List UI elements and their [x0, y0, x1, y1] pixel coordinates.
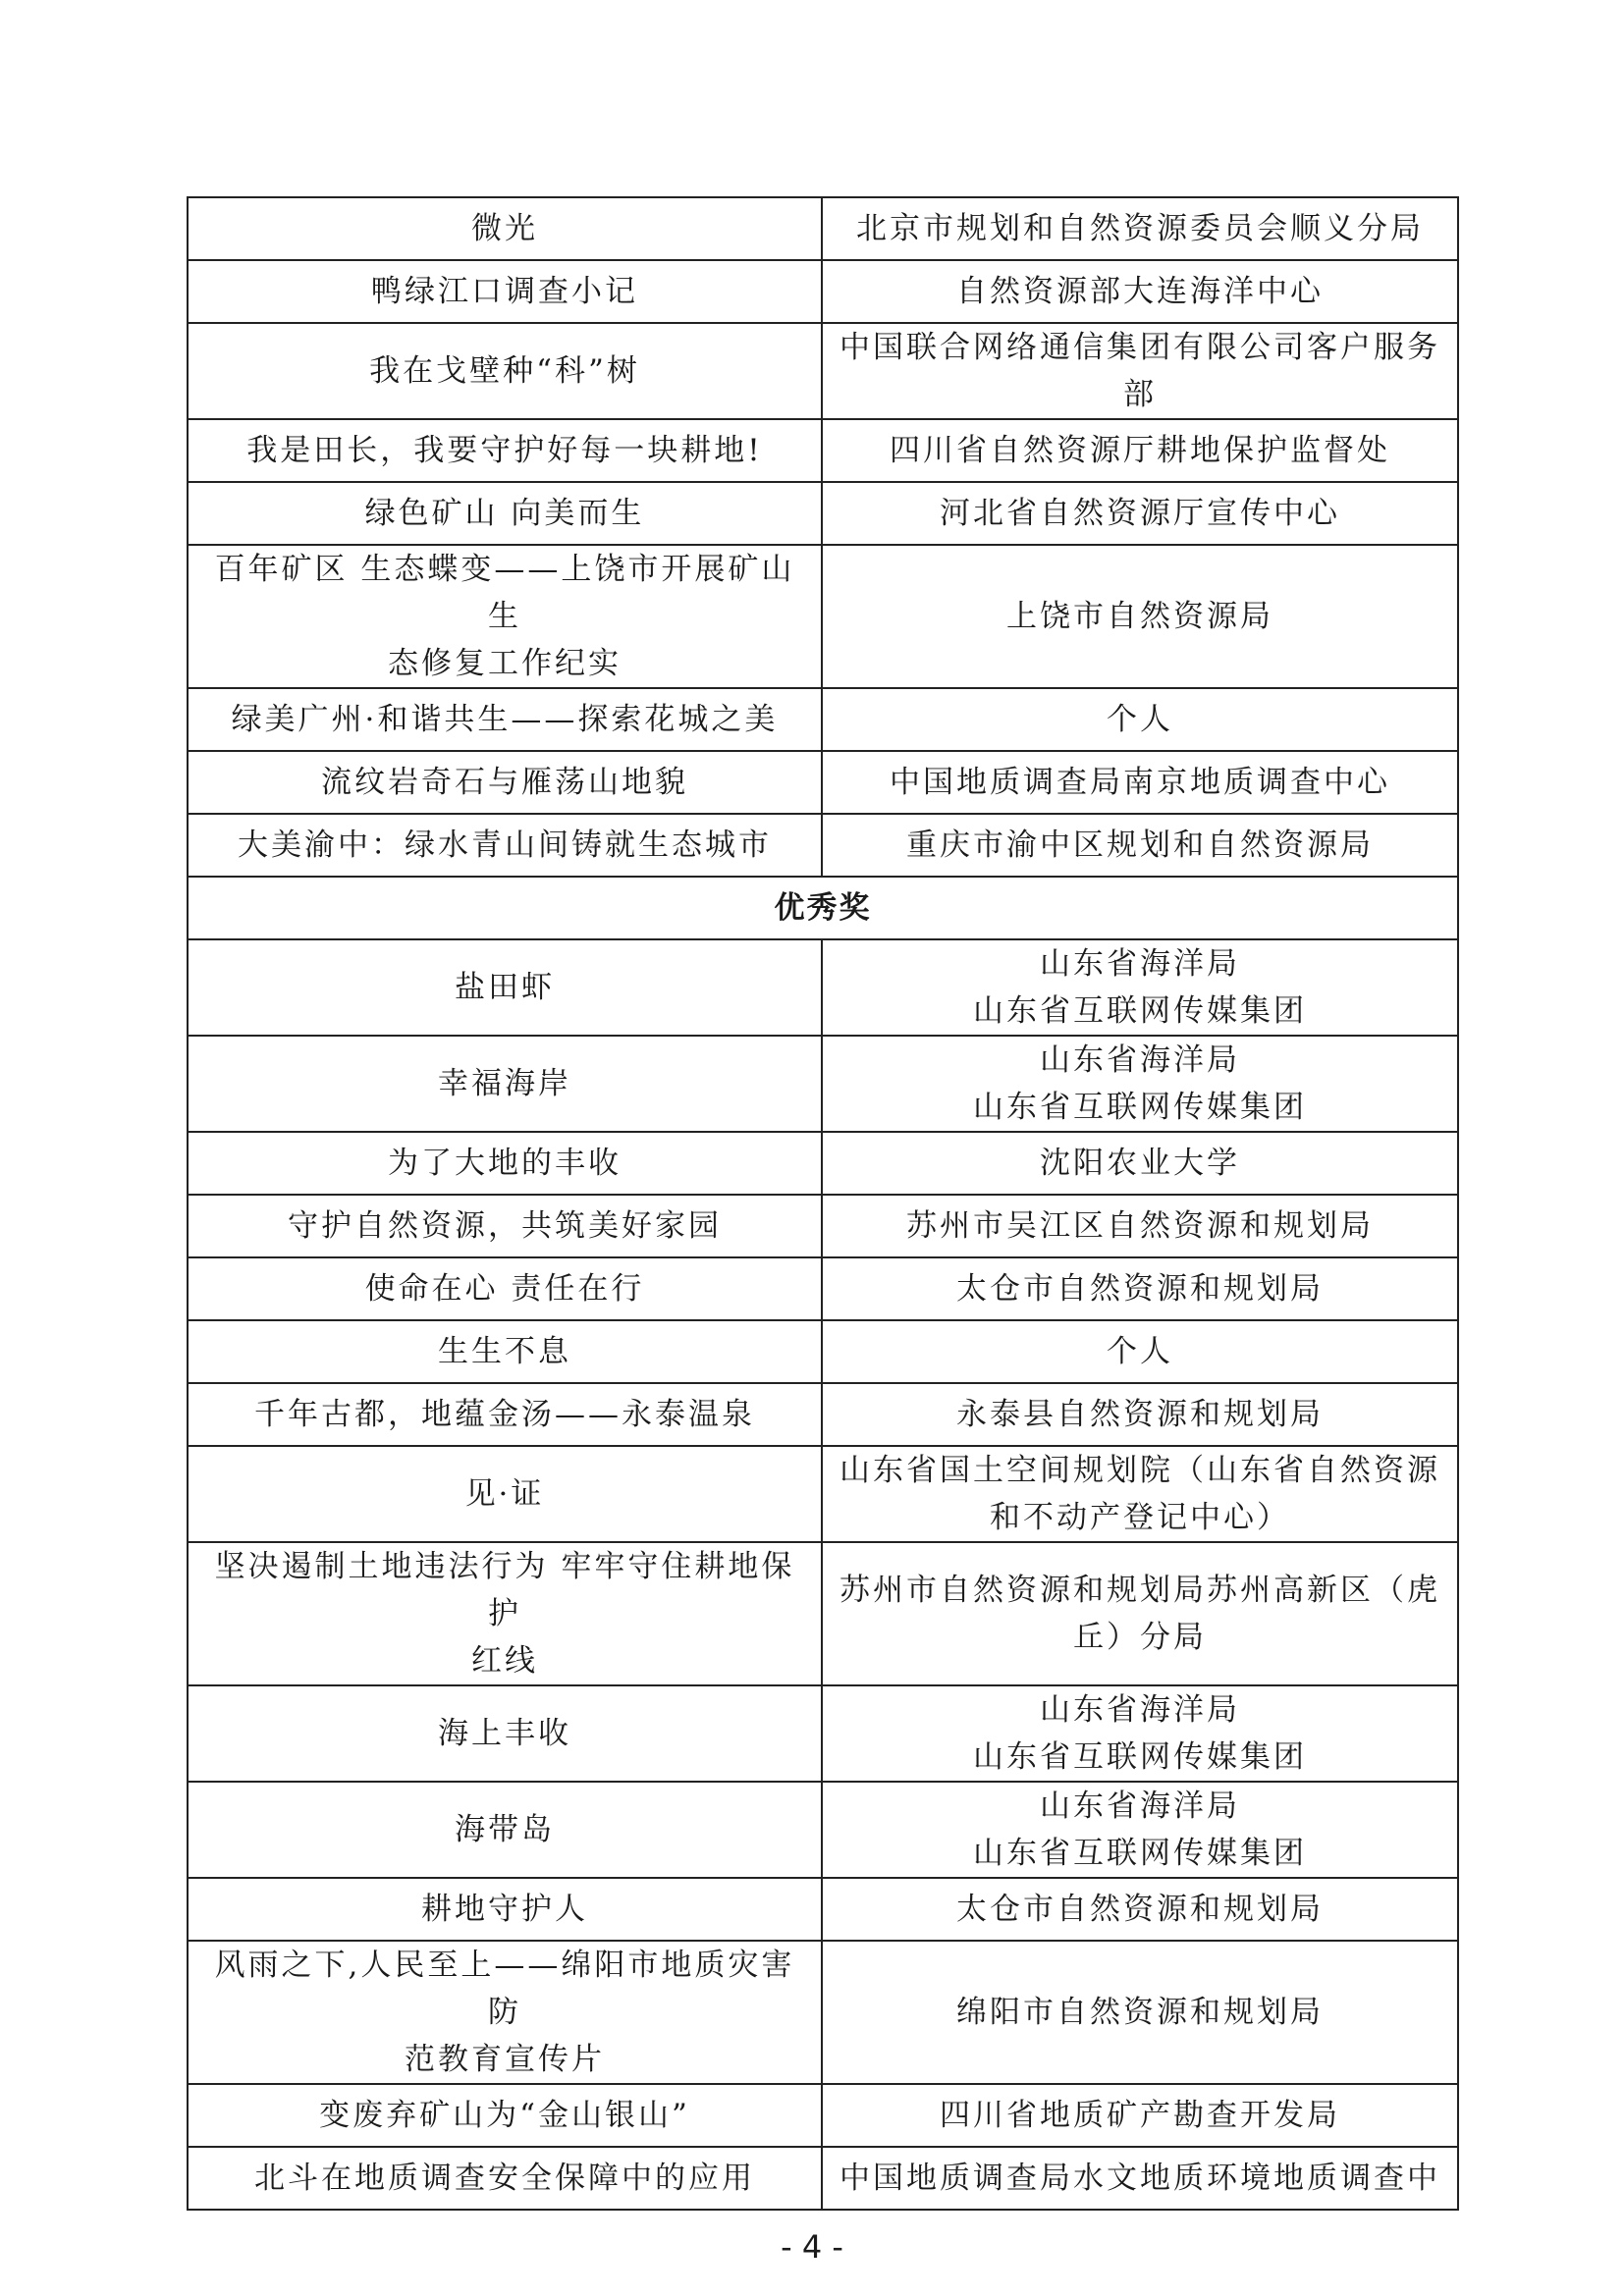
organization-cell: [822, 1383, 1458, 1446]
table-row: [188, 545, 1458, 688]
organization-cell: [822, 1782, 1458, 1878]
work-title-line: 海带岛: [455, 1812, 555, 1847]
work-title-cell: [188, 1132, 822, 1195]
organization-line: 山东省海洋局: [1040, 1789, 1240, 1824]
work-title-cell: [188, 545, 822, 688]
work-title-line: 我是田长，我要守护好每一块耕地!: [246, 433, 763, 468]
work-title-line: 绿美广州·和谐共生——探索花城之美: [231, 702, 779, 737]
organization-cell: [822, 323, 1458, 419]
organization-line: 山东省互联网传媒集团: [973, 993, 1307, 1029]
organization-line: 四川省地质矿产勘查开发局: [940, 2098, 1340, 2133]
organization-line: 绵阳市自然资源和规划局: [956, 1995, 1324, 2030]
table-row: [188, 419, 1458, 482]
organization-cell: [822, 260, 1458, 323]
work-title-cell: [188, 419, 822, 482]
work-title-cell: [188, 260, 822, 323]
table-row: [188, 482, 1458, 545]
table-row: [188, 197, 1458, 260]
work-title-line: 鸭绿江口调查小记: [371, 274, 638, 309]
work-title-line: 流纹岩奇石与雁荡山地貌: [321, 765, 688, 800]
work-title-line: 盐田虾: [455, 970, 555, 1005]
work-title-line: 守护自然资源，共筑美好家园: [288, 1208, 722, 1244]
organization-line: 沈阳农业大学: [1040, 1146, 1240, 1181]
work-title-line: 海上丰收: [438, 1716, 571, 1751]
work-title-line: 百年矿区 生态蝶变——上饶市开展矿山生: [214, 552, 795, 634]
organization-line: 中国地质调查局水文地质环境地质调查中: [839, 2161, 1440, 2196]
organization-line: 太仓市自然资源和规划局: [956, 1271, 1324, 1307]
organization-line: 部: [1123, 377, 1157, 412]
work-title-cell: [188, 1383, 822, 1446]
work-title-line: 生生不息: [438, 1334, 571, 1369]
organization-line: 山东省海洋局: [1040, 946, 1240, 982]
work-title-line: 风雨之下,人民至上——绵阳市地质灾害防: [214, 1948, 795, 2030]
section-header: 优秀奖: [188, 877, 1458, 939]
organization-cell: [822, 1446, 1458, 1542]
table-row: [188, 939, 1458, 1036]
organization-line: 北京市规划和自然资源委员会顺义分局: [856, 211, 1424, 246]
work-title-line: 态修复工作纪实: [388, 646, 622, 681]
organization-line: 自然资源部大连海洋中心: [956, 274, 1324, 309]
organization-line: 山东省互联网传媒集团: [973, 1739, 1307, 1775]
work-title-line: 北斗在地质调查安全保障中的应用: [254, 2161, 755, 2196]
organization-line: 山东省海洋局: [1040, 1042, 1240, 1078]
table-row: [188, 1542, 1458, 1685]
organization-line: 四川省自然资源厅耕地保护监督处: [890, 433, 1390, 468]
work-title-line: 坚决遏制土地违法行为 牢牢守住耕地保护: [214, 1549, 795, 1631]
table-row: [188, 1036, 1458, 1132]
organization-line: 上饶市自然资源局: [1006, 599, 1273, 634]
table-row: [188, 814, 1458, 877]
organization-cell: [822, 939, 1458, 1036]
work-title-cell: [188, 814, 822, 877]
work-title-line: 见·证: [464, 1476, 545, 1512]
table-row: [188, 1782, 1458, 1878]
work-title-cell: [188, 1257, 822, 1320]
award-table: [187, 196, 1459, 2211]
award-table-body: [188, 197, 1458, 2210]
page-number: - 4 -: [781, 2228, 843, 2266]
organization-line: 山东省互联网传媒集团: [973, 1836, 1307, 1871]
work-title-line: 微光: [471, 211, 538, 246]
work-title-line: 范教育宣传片: [405, 2042, 605, 2077]
organization-line: 个人: [1107, 702, 1173, 737]
work-title-cell: [188, 1941, 822, 2084]
organization-cell: [822, 1878, 1458, 1941]
table-row: [188, 1257, 1458, 1320]
table-row: [188, 1195, 1458, 1257]
organization-line: 河北省自然资源厅宣传中心: [940, 496, 1340, 531]
organization-cell: [822, 482, 1458, 545]
organization-cell: [822, 1320, 1458, 1383]
work-title-cell: [188, 1320, 822, 1383]
work-title-cell: [188, 1036, 822, 1132]
work-title-line: 使命在心 责任在行: [364, 1271, 645, 1307]
work-title-cell: [188, 323, 822, 419]
table-row: [188, 1878, 1458, 1941]
organization-line: 个人: [1107, 1334, 1173, 1369]
table-row: [188, 688, 1458, 751]
organization-line: 和不动产登记中心）: [990, 1500, 1290, 1535]
organization-cell: [822, 1685, 1458, 1782]
organization-cell: [822, 419, 1458, 482]
organization-cell: [822, 1195, 1458, 1257]
organization-cell: [822, 688, 1458, 751]
work-title-cell: [188, 2147, 822, 2210]
organization-line: 永泰县自然资源和规划局: [956, 1397, 1324, 1432]
organization-cell: [822, 2084, 1458, 2147]
work-title-cell: [188, 197, 822, 260]
organization-line: 苏州市自然资源和规划局苏州高新区（虎: [839, 1573, 1440, 1608]
work-title-cell: [188, 1542, 822, 1685]
table-row: [188, 1132, 1458, 1195]
work-title-line: 我在戈壁种“科”树: [369, 353, 640, 389]
section-header-row: [188, 877, 1458, 939]
organization-line: 重庆市渝中区规划和自然资源局: [906, 828, 1374, 863]
organization-line: 太仓市自然资源和规划局: [956, 1892, 1324, 1927]
work-title-cell: [188, 1878, 822, 1941]
table-row: [188, 1383, 1458, 1446]
organization-line: 中国联合网络通信集团有限公司客户服务: [839, 330, 1440, 365]
table-row: [188, 751, 1458, 814]
table-row: [188, 1446, 1458, 1542]
organization-line: 山东省海洋局: [1040, 1692, 1240, 1728]
table-row: [188, 2084, 1458, 2147]
organization-cell: [822, 197, 1458, 260]
work-title-cell: [188, 2084, 822, 2147]
work-title-line: 绿色矿山 向美而生: [364, 496, 645, 531]
table-row: [188, 1941, 1458, 2084]
work-title-cell: [188, 1782, 822, 1878]
organization-line: 丘）分局: [1073, 1620, 1207, 1655]
organization-cell: [822, 1132, 1458, 1195]
work-title-cell: [188, 482, 822, 545]
work-title-line: 千年古都，地蕴金汤——永泰温泉: [254, 1397, 755, 1432]
table-row: [188, 323, 1458, 419]
organization-cell: [822, 814, 1458, 877]
table-row: [188, 260, 1458, 323]
work-title-cell: [188, 688, 822, 751]
work-title-line: 变废弃矿山为“金山银山”: [319, 2098, 690, 2133]
organization-line: 中国地质调查局南京地质调查中心: [890, 765, 1390, 800]
organization-cell: [822, 1257, 1458, 1320]
organization-cell: [822, 1036, 1458, 1132]
table-row: [188, 2147, 1458, 2210]
organization-cell: [822, 1542, 1458, 1685]
work-title-line: 耕地守护人: [421, 1892, 588, 1927]
organization-cell: [822, 1941, 1458, 2084]
work-title-cell: [188, 1685, 822, 1782]
work-title-line: 红线: [471, 1643, 538, 1679]
work-title-line: 大美渝中：绿水青山间铸就生态城市: [238, 828, 772, 863]
organization-line: 苏州市吴江区自然资源和规划局: [906, 1208, 1374, 1244]
work-title-cell: [188, 751, 822, 814]
work-title-line: 幸福海岸: [438, 1066, 571, 1101]
organization-cell: [822, 751, 1458, 814]
organization-cell: [822, 2147, 1458, 2210]
table-row: [188, 1685, 1458, 1782]
organization-line: 山东省互联网传媒集团: [973, 1090, 1307, 1125]
organization-line: 山东省国土空间规划院（山东省自然资源: [839, 1453, 1440, 1488]
table-row: [188, 1320, 1458, 1383]
work-title-cell: [188, 1195, 822, 1257]
work-title-line: 为了大地的丰收: [388, 1146, 622, 1181]
organization-cell: [822, 545, 1458, 688]
work-title-cell: [188, 1446, 822, 1542]
work-title-cell: [188, 939, 822, 1036]
